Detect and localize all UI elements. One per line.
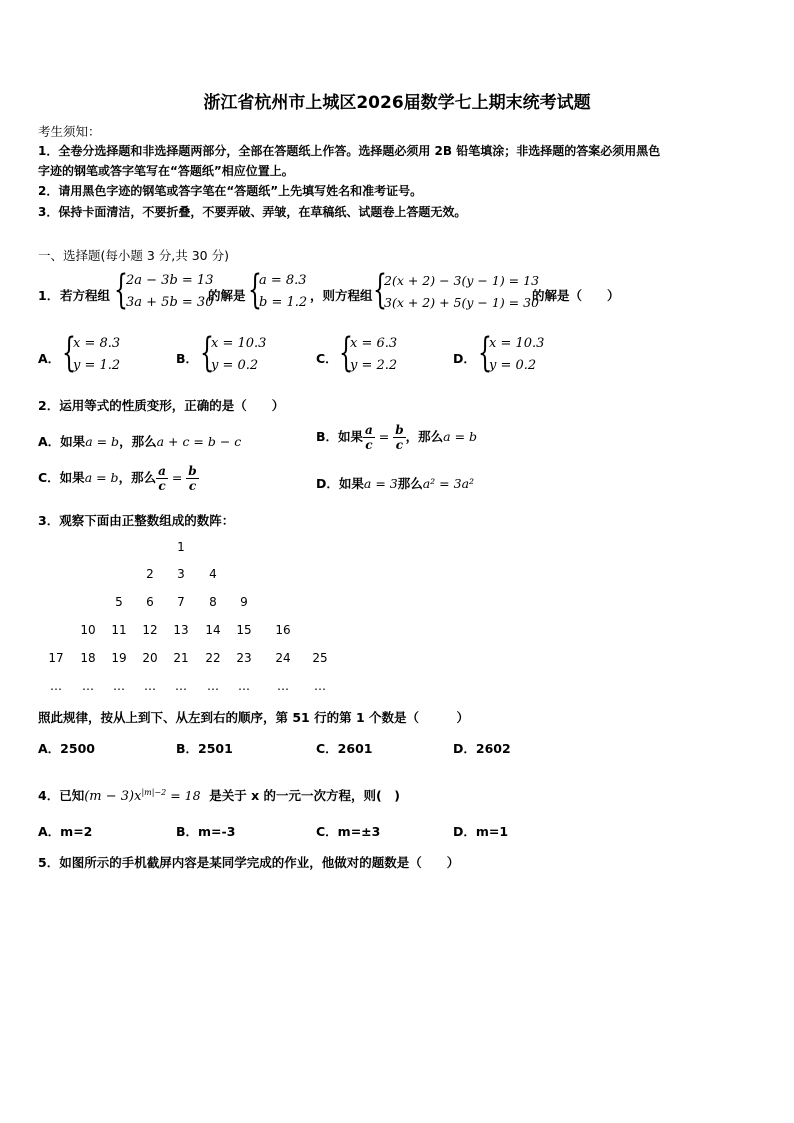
triangle-number: 22 xyxy=(205,651,221,665)
fraction xyxy=(363,423,375,452)
triangle-number: … xyxy=(277,679,289,693)
brace: { xyxy=(62,330,76,376)
triangle-number: 12 xyxy=(142,623,158,637)
triangle-number: … xyxy=(207,679,219,693)
triangle-number: 6 xyxy=(146,595,154,609)
q2-option-a xyxy=(38,432,241,450)
equation: 3a + 5b = 30 xyxy=(126,295,214,310)
fraction xyxy=(393,423,405,452)
equation: x = 6.3 xyxy=(350,336,398,351)
triangle-number: 4 xyxy=(209,567,217,581)
q5-stem: 5．如图所示的手机截屏内容是某同学完成的作业，他做对的题数是（ ） xyxy=(38,855,460,870)
denominator: c xyxy=(395,438,404,452)
text: ，那么 xyxy=(119,434,157,449)
triangle-number: 24 xyxy=(275,651,291,665)
q2-stem: 2．运用等式的性质变形，正确的是（ ） xyxy=(38,398,285,413)
math: = 18 xyxy=(166,788,201,803)
math: = xyxy=(167,470,187,485)
equation: x = 8.3 xyxy=(73,336,121,351)
numerator: a xyxy=(365,423,373,437)
option: D．m=1 xyxy=(453,824,509,839)
option: A．m=2 xyxy=(38,824,93,839)
denominator: c xyxy=(158,479,166,493)
math: (m − 3)x xyxy=(84,789,142,804)
page-title: 浙江省杭州市上城区2026届数学七上期末统考试题 xyxy=(203,93,591,113)
notice-heading: 考生须知： xyxy=(38,124,101,139)
text: ，那么 xyxy=(118,470,157,485)
q1-text: ，则方程组 xyxy=(310,288,373,303)
triangle-number: 11 xyxy=(111,623,127,637)
brace: { xyxy=(114,267,128,313)
numerator: a xyxy=(158,464,166,478)
text: C．如果 xyxy=(38,470,85,485)
q2-option-d xyxy=(316,474,474,492)
equation: y = 0.2 xyxy=(489,358,537,373)
triangle-number: … xyxy=(175,679,187,693)
triangle-number: 25 xyxy=(312,651,328,665)
text: 那么 xyxy=(397,476,423,491)
option-c xyxy=(350,333,397,377)
triangle-number: … xyxy=(82,679,94,693)
triangle-number: 10 xyxy=(80,623,96,637)
q1-system-2 xyxy=(259,270,307,314)
q1-number: 1． xyxy=(38,288,60,303)
brace: { xyxy=(339,330,353,376)
equation: y = 1.2 xyxy=(73,358,121,373)
denominator: c xyxy=(365,438,373,452)
triangle-number: 13 xyxy=(173,623,189,637)
numerator: b xyxy=(395,423,404,437)
option-label: A． xyxy=(38,351,61,366)
option-b xyxy=(211,333,266,377)
option: B．m=-3 xyxy=(176,824,236,839)
brace: { xyxy=(248,267,262,313)
triangle-number: 20 xyxy=(142,651,158,665)
triangle-number: 9 xyxy=(240,595,248,609)
brace: { xyxy=(478,330,492,376)
triangle-number: 23 xyxy=(236,651,252,665)
math: = xyxy=(374,429,394,444)
fraction xyxy=(186,464,198,493)
triangle-number: 5 xyxy=(115,595,123,609)
q2-option-b xyxy=(316,423,477,452)
triangle-number: 14 xyxy=(205,623,221,637)
option: C．m=±3 xyxy=(316,824,381,839)
option: B．2501 xyxy=(176,741,233,756)
triangle-number: 17 xyxy=(48,651,64,665)
triangle-number: … xyxy=(238,679,250,693)
option-label: D． xyxy=(453,351,476,366)
triangle-number: 3 xyxy=(177,567,185,581)
triangle-number: … xyxy=(113,679,125,693)
text: 4．已知 xyxy=(38,788,85,803)
equation: x = 10.3 xyxy=(489,336,545,351)
option: D．2602 xyxy=(453,741,511,756)
triangle-number: … xyxy=(314,679,326,693)
math: a = b xyxy=(85,434,120,449)
equation: a = 8.3 xyxy=(259,273,307,288)
triangle-number: 21 xyxy=(173,651,189,665)
notice-item: 1．全卷分选择题和非选择题两部分，全部在答题纸上作答。选择题必须用 2B 铅笔填涂；非选择题的答案必须用黑色 xyxy=(38,144,661,158)
equation: y = 2.2 xyxy=(350,358,398,373)
q3-question: 照此规律，按从上到下、从左到右的顺序，第 51 行的第 1 个数是（ ） xyxy=(38,710,470,725)
option: A．2500 xyxy=(38,741,95,756)
math: a = b xyxy=(443,429,478,444)
numerator: b xyxy=(188,464,197,478)
brace: { xyxy=(200,330,214,376)
math: a = 3 xyxy=(363,476,398,491)
notice-item: 2．请用黑色字迹的钢笔或答字笔在“答题纸”上先填写姓名和准考证号。 xyxy=(38,184,423,198)
equation: b = 1.2 xyxy=(259,295,308,310)
q4-stem xyxy=(38,786,400,804)
text: B．如果 xyxy=(316,429,364,444)
text: ，那么 xyxy=(405,429,444,444)
q1-text: 若方程组 xyxy=(60,288,111,303)
text: D．如果 xyxy=(316,476,364,491)
q1-system-3 xyxy=(384,270,539,314)
math: a + c = b − c xyxy=(156,434,242,449)
brace: { xyxy=(373,267,387,313)
denominator: c xyxy=(188,479,197,493)
q1-system-1 xyxy=(126,270,213,314)
equation: 2(x + 2) − 3(y − 1) = 13 xyxy=(384,273,540,288)
triangle-number: 1 xyxy=(177,540,185,554)
math: a² = 3a² xyxy=(422,476,475,491)
option-d xyxy=(489,333,544,377)
triangle-number: 19 xyxy=(111,651,127,665)
triangle-number: 18 xyxy=(80,651,96,665)
equation: y = 0.2 xyxy=(211,358,259,373)
fraction xyxy=(156,464,168,493)
equation: 3(x + 2) + 5(y − 1) = 30 xyxy=(384,295,540,310)
triangle-number: 15 xyxy=(236,623,252,637)
option-label: C． xyxy=(316,351,338,366)
option: C．2601 xyxy=(316,741,373,756)
equation: 2a − 3b = 13 xyxy=(126,273,214,288)
triangle-number: … xyxy=(50,679,62,693)
notice-item: 字迹的钢笔或答字笔写在“答题纸”相应位置上。 xyxy=(38,164,294,178)
option-a xyxy=(73,333,120,377)
notice-item: 3．保持卡面清洁，不要折叠，不要弄破、弄皱，在草稿纸、试题卷上答题无效。 xyxy=(38,205,467,219)
option-label: B． xyxy=(176,351,199,366)
equation: x = 10.3 xyxy=(211,336,267,351)
triangle-number: 16 xyxy=(275,623,291,637)
q3-stem: 3．观察下面由正整数组成的数阵： xyxy=(38,513,235,528)
section-heading: 一、选择题(每小题 3 分,共 30 分) xyxy=(38,248,229,263)
triangle-number: 8 xyxy=(209,595,217,609)
text: 是关于 x 的一元一次方程，则( ) xyxy=(209,788,400,803)
math: a = b xyxy=(84,470,119,485)
triangle-number: 7 xyxy=(177,595,185,609)
q1-text: 的解是（ ） xyxy=(532,288,620,303)
q2-option-c xyxy=(38,464,199,493)
text: A．如果 xyxy=(38,434,86,449)
triangle-number: 2 xyxy=(146,567,154,581)
q1-text: 的解是 xyxy=(208,288,246,303)
triangle-number: … xyxy=(144,679,156,693)
exponent: |m|−2 xyxy=(141,787,167,797)
